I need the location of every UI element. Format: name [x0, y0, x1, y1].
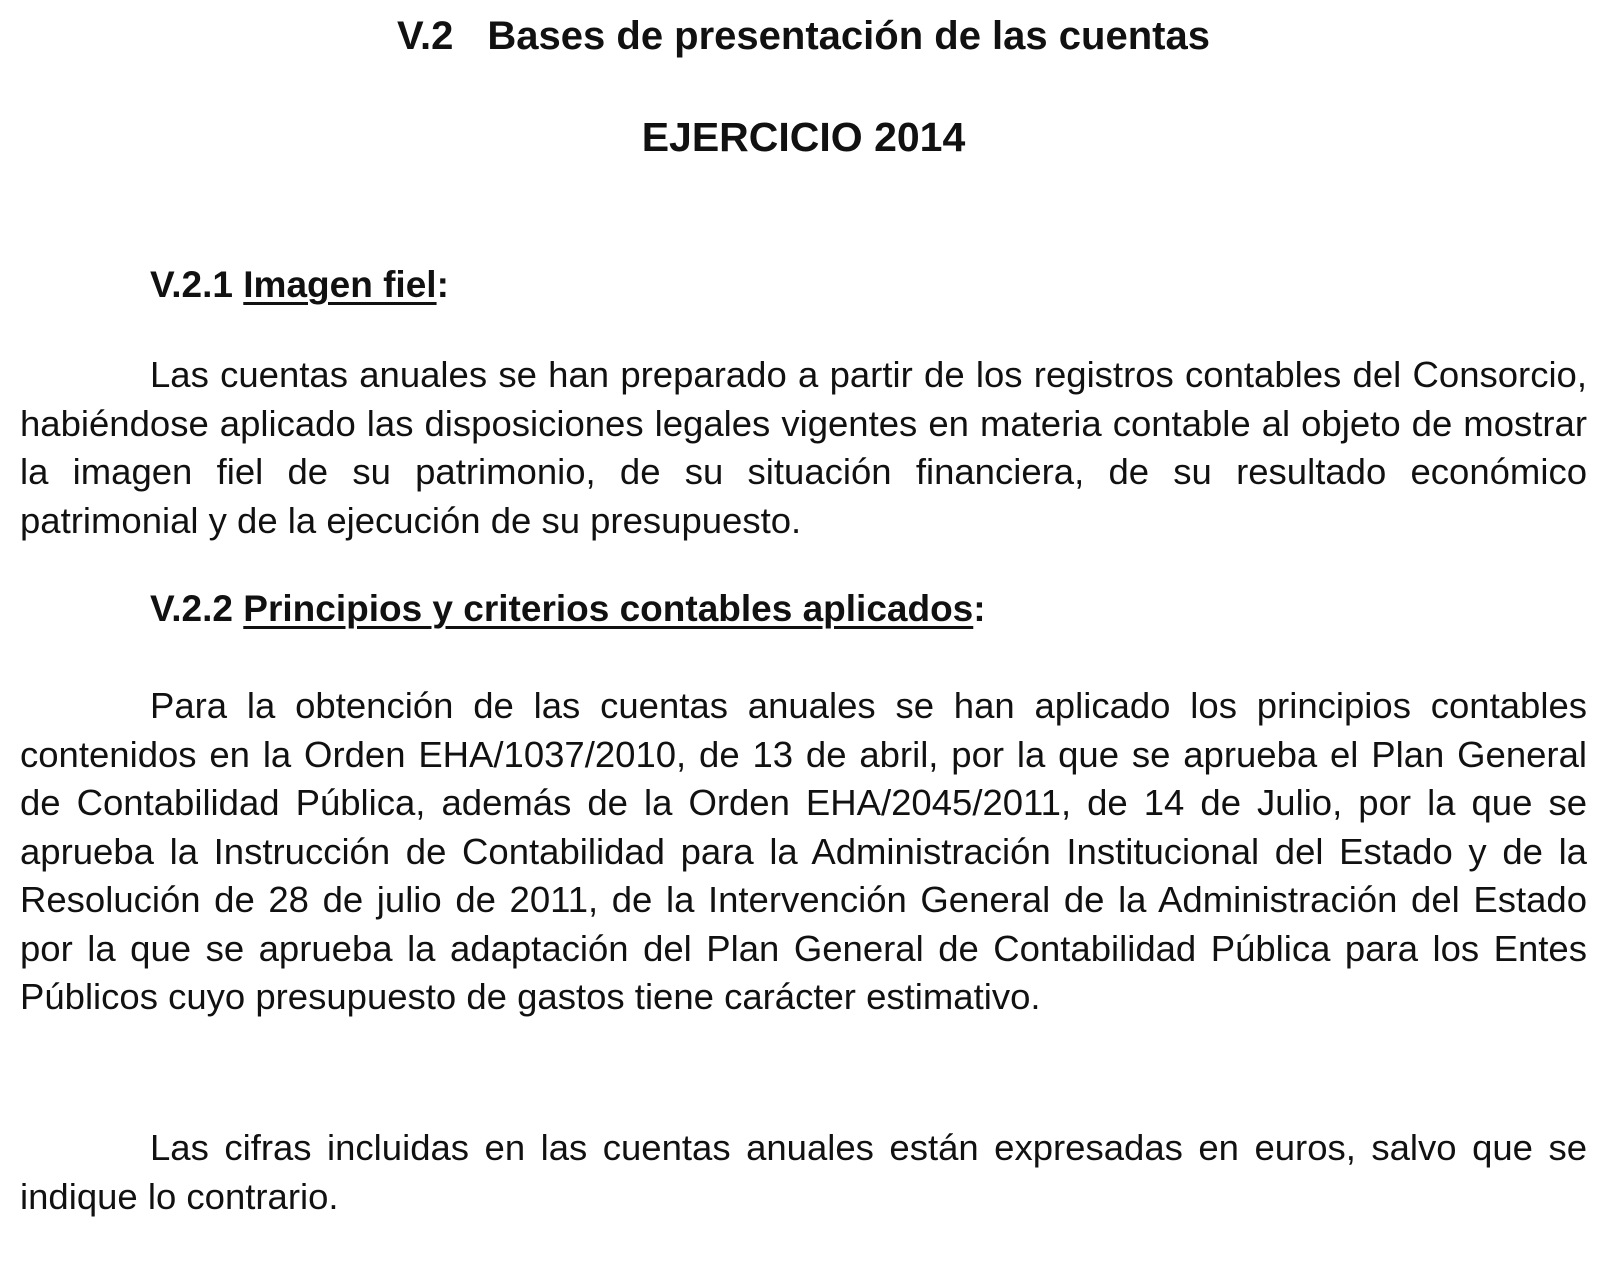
subheading-imagen-fiel [150, 262, 449, 308]
subheading-principios [150, 586, 986, 632]
subheading-colon: : [973, 588, 986, 629]
subheading-number: V.2.2 [150, 588, 233, 629]
section-title-text: Bases de presentación de las cuentas [487, 14, 1210, 58]
section-title [0, 12, 1607, 60]
subheading-title: Imagen fiel [243, 264, 437, 305]
paragraph-cifras: Las cifras incluidas en las cuentas anuales están expresadas en euros, salvo que se indique lo contrario. [20, 1127, 1587, 1217]
subheading-colon: : [436, 264, 449, 305]
section-number: V.2 [397, 14, 454, 58]
subheading-number: V.2.1 [150, 264, 233, 305]
paragraph-principios: Para la obtención de las cuentas anuales se han aplicado los principios contables contenidos en la Orden EHA/1037/2010, de 13 de abril, por la que se aprueba el Plan General de Contabilidad Pública, además de la Orden EHA/2045/2011, de 14 de Julio, por la que se aprueba la Instrucción de Contabilidad para la Administración Institucional del Estado y de la Resolución de 28 de julio de 2011, de la Intervención General de la Administración del Estado por la que se aprueba la adaptación del Plan General de Contabilidad Pública para los Entes Públicos cuyo presupuesto de gastos tiene carácter estimativo. [20, 685, 1587, 1017]
paragraph-imagen-fiel: Las cuentas anuales se han preparado a partir de los registros contables del Consorcio, habiéndose aplicado las disposiciones legales vigentes en materia contable al objeto de mostrar la imagen fiel de su patrimonio, de su situación financiera, de su resultado económico patrimonial y de la ejecución de su presupuesto. [20, 354, 1587, 541]
year-title: EJERCICIO 2014 [641, 114, 966, 160]
subheading-title: Principios y criterios contables aplicados [243, 588, 974, 629]
